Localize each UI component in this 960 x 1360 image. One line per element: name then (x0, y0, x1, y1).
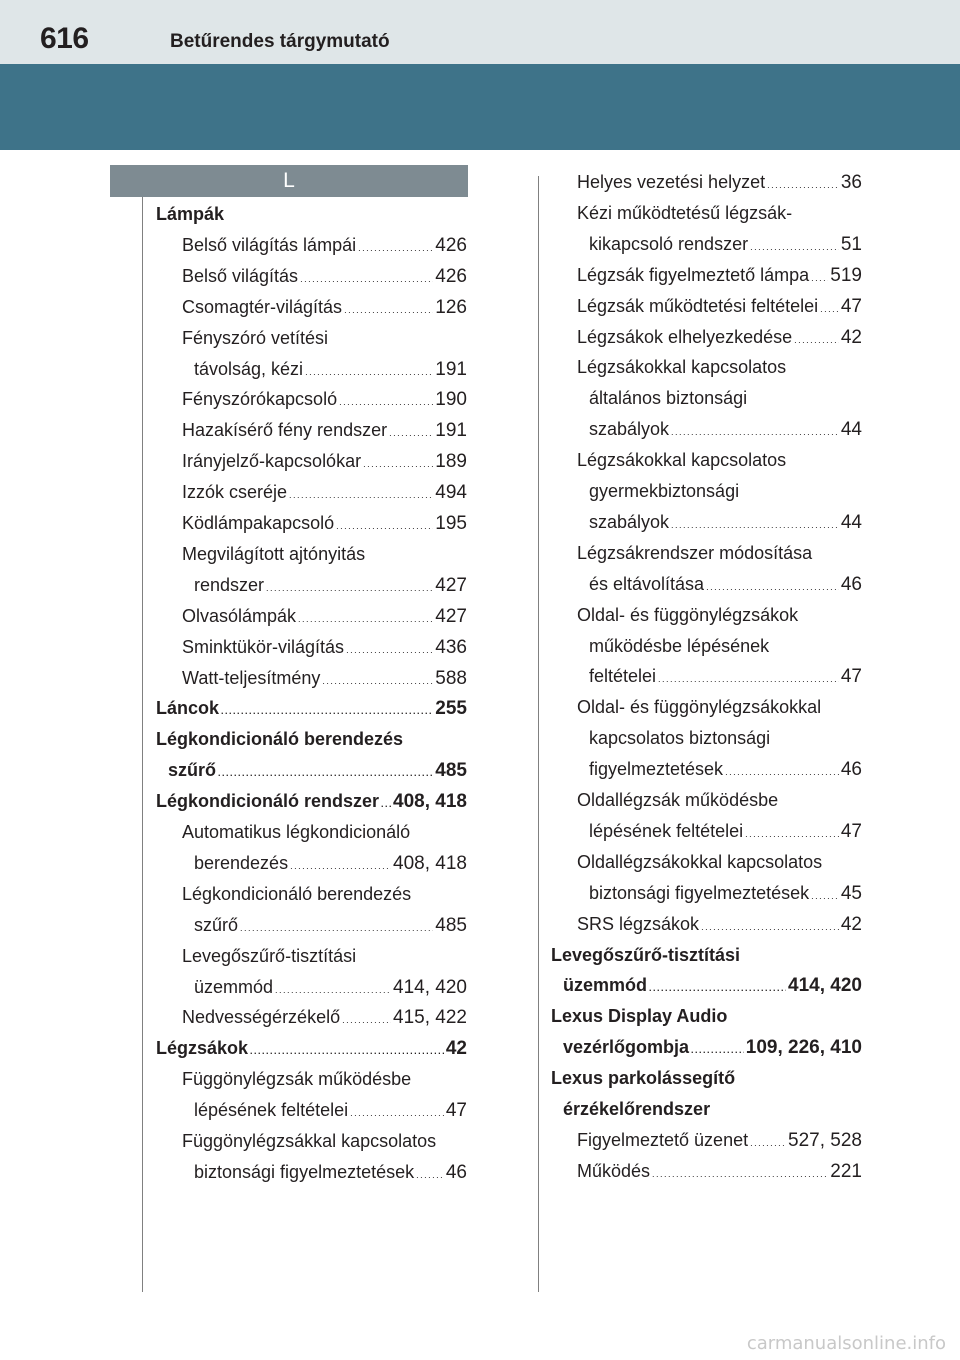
index-entry (182, 880, 467, 908)
index-entry (577, 446, 862, 474)
index-entry (156, 725, 467, 753)
index-entry-text: érzékelőrendszer (563, 1099, 711, 1119)
index-entry-text: Oldallégzsákokkal kapcsolatos (577, 851, 823, 872)
index-entry (194, 1158, 467, 1186)
dot-leader (250, 1047, 444, 1056)
dot-leader (794, 336, 839, 345)
dot-leader (266, 584, 433, 593)
index-entry-page: 45 (840, 882, 862, 904)
index-entry-page: 426 (435, 234, 467, 256)
index-entry-page: 408, 418 (393, 791, 467, 813)
index-entry-text: biztonsági figyelmeztetések (194, 1161, 415, 1182)
index-entry (182, 447, 467, 475)
index-entry-page: 191 (435, 420, 467, 442)
dot-leader (701, 923, 839, 932)
index-entry (577, 1157, 862, 1185)
dot-leader (358, 244, 433, 253)
index-entry-text: kikapcsoló rendszer (589, 233, 749, 254)
dot-leader (750, 1139, 786, 1148)
index-entry (577, 323, 862, 351)
dot-leader (221, 707, 433, 716)
index-entry-text: Láncok (156, 698, 220, 719)
index-entry-text: Fényszóró vetítési (182, 327, 329, 348)
index-entry (551, 1064, 862, 1092)
dot-leader (322, 677, 433, 686)
index-entry-text: Sminktükör-világítás (182, 636, 345, 657)
index-entry-text: Hazakísérő fény rendszer (182, 420, 388, 441)
index-entry-text: általános biztonsági (589, 388, 748, 409)
index-entry (182, 942, 467, 970)
index-entry-text: Légkondicionáló berendezés (182, 883, 412, 904)
index-entry (194, 571, 467, 599)
index-entry (182, 385, 467, 413)
index-entry-text: Automatikus légkondicionáló (182, 822, 411, 842)
index-entry-text: szabályok (589, 419, 670, 440)
right-column-rule (538, 176, 539, 1292)
index-entry-page: 47 (840, 295, 862, 317)
index-entry-page: 47 (840, 820, 862, 842)
index-entry-text: Légzsákok elhelyezkedése (577, 326, 793, 347)
index-entry-text: Fényszórókapcsoló (182, 389, 338, 410)
index-entry (182, 416, 467, 444)
index-entry-text: Függönylégzsák működésbe (182, 1069, 412, 1090)
index-entry-page: 519 (830, 264, 862, 286)
index-entry-text: Légzsákokkal kapcsolatos (577, 357, 787, 378)
index-entry-text: Kézi működtetésű légzsák- (577, 202, 793, 223)
index-entry (182, 293, 467, 321)
index-entry-page: 46 (840, 759, 862, 781)
index-entry (194, 911, 467, 939)
header-bar (0, 0, 960, 64)
index-entry-page: 436 (435, 636, 467, 658)
index-entry (194, 849, 467, 877)
index-entry-page: 415, 422 (393, 1007, 467, 1029)
index-entry-text: Irányjelző-kapcsolókar (182, 451, 362, 472)
index-entry (182, 324, 467, 352)
dot-leader (811, 892, 839, 901)
dot-leader (389, 429, 433, 438)
index-entry (589, 662, 862, 690)
dot-leader (350, 1109, 444, 1118)
index-entry-page: 109, 226, 410 (745, 1037, 862, 1059)
index-entry-page: 42 (445, 1038, 467, 1060)
watermark: carmanualsonline.info (746, 1333, 946, 1354)
index-entry-text: szabályok (589, 511, 670, 532)
index-entry-text: szűrő (168, 760, 217, 781)
index-entry-text: Lámpák (156, 204, 225, 224)
index-entry (563, 1033, 862, 1061)
index-entry (182, 602, 467, 630)
dot-leader (381, 800, 391, 809)
index-entry-text: Nedvességérzékelő (182, 1007, 341, 1028)
index-entry (194, 355, 467, 383)
index-entry-page: 588 (435, 667, 467, 689)
dot-leader (344, 306, 433, 315)
index-entry (589, 415, 862, 443)
index-entry-page: 44 (840, 419, 862, 441)
index-entry-page: 47 (840, 666, 862, 688)
index-entry-text: Watt-teljesítmény (182, 667, 321, 688)
index-entry-text: Levegőszűrő-tisztítási (551, 944, 741, 965)
index-entry-page: 527, 528 (788, 1129, 862, 1151)
index-entry (577, 168, 862, 196)
index-entry (577, 1126, 862, 1154)
index-entry (577, 601, 862, 629)
left-column-rule (142, 176, 143, 1292)
index-entry (182, 633, 467, 661)
index-entry (563, 971, 862, 999)
index-entry-page: 427 (435, 605, 467, 627)
index-entry-text: Légzsák figyelmeztető lámpa (577, 264, 810, 285)
index-entry-page: 414, 420 (788, 975, 862, 997)
index-entry-text: SRS légzsákok (577, 913, 700, 934)
index-entry (589, 570, 862, 598)
index-entry (182, 231, 467, 259)
dot-leader (649, 984, 786, 993)
dot-leader (652, 1170, 828, 1179)
index-entry-text: Figyelmeztető üzenet (577, 1129, 749, 1150)
dot-leader (342, 1016, 391, 1025)
index-entry-page: 42 (840, 913, 862, 935)
dot-leader (706, 583, 839, 592)
page-number: 616 (40, 22, 89, 55)
dot-leader (363, 460, 433, 469)
index-entry-text: Függönylégzsákkal kapcsolatos (182, 1131, 437, 1151)
index-entry (589, 879, 862, 907)
index-entry (577, 848, 862, 876)
index-entry (182, 818, 467, 846)
index-entry-text: Légkondicionáló berendezés (156, 729, 404, 750)
index-entry-text: Oldal- és függönylégzsákok (577, 604, 799, 625)
dot-leader (298, 615, 433, 624)
index-entry-text: Légkondicionáló rendszer (156, 791, 380, 812)
index-entry (182, 664, 467, 692)
index-entry-text: Légzsákok (156, 1038, 249, 1059)
index-entry-text: vezérlőgombja (563, 1037, 690, 1058)
index-entry-page: 485 (435, 914, 467, 936)
index-entry (589, 384, 862, 412)
index-entry-page: 46 (840, 573, 862, 595)
index-entry-text: Belső világítás lámpái (182, 234, 357, 255)
dot-leader (346, 646, 433, 655)
index-entry-page: 189 (435, 451, 467, 473)
index-entry-text: Oldal- és függönylégzsákokkal (577, 697, 822, 718)
index-entry-page: 47 (445, 1100, 467, 1122)
dot-leader (240, 924, 433, 933)
header-band (0, 64, 960, 150)
index-entry-page: 494 (435, 482, 467, 504)
index-entry-text: Működés (577, 1160, 651, 1181)
dot-leader (725, 768, 839, 777)
dot-leader (750, 243, 839, 252)
index-entry-text: lépésének feltételei (589, 820, 744, 841)
index-entry (577, 261, 862, 289)
index-entry (182, 1127, 467, 1155)
index-entry (577, 910, 862, 938)
index-entry-text: működésbe lépésének (589, 635, 770, 656)
index-entry (182, 509, 467, 537)
index-entry (589, 230, 862, 258)
dot-leader (671, 428, 839, 437)
index-entry-page: 36 (840, 172, 862, 193)
index-entry-text: Levegőszűrő-tisztítási (182, 945, 357, 966)
section-letter: L (283, 169, 295, 192)
section-letter-heading (110, 165, 468, 197)
index-entry-text: Olvasólámpák (182, 605, 297, 626)
dot-leader (820, 305, 839, 314)
index-entry-page: 126 (435, 296, 467, 318)
index-entry (577, 539, 862, 567)
index-entry (156, 787, 467, 815)
dot-leader (336, 522, 433, 531)
index-entry-text: berendezés (194, 852, 289, 873)
index-entry (194, 1096, 467, 1124)
index-entry-text: gyermekbiztonsági (589, 481, 740, 501)
index-entry (577, 199, 862, 227)
index-entry (182, 1065, 467, 1093)
index-entry-text: Helyes vezetési helyzet (577, 172, 766, 192)
dot-leader (745, 830, 839, 839)
index-entry-text: üzemmód (194, 976, 274, 997)
dot-leader (275, 986, 391, 995)
index-entry-text: rendszer (194, 574, 265, 595)
dot-leader (811, 274, 828, 283)
index-entry (182, 1003, 467, 1031)
index-entry (589, 817, 862, 845)
index-entry-page: 190 (435, 389, 467, 411)
index-entry-text: üzemmód (563, 975, 648, 996)
index-entry-text: Oldallégzsák működésbe (577, 790, 779, 810)
index-entry-text: Izzók cseréje (182, 482, 288, 503)
index-entry-text: kapcsolatos biztonsági (589, 728, 771, 749)
index-entry (182, 540, 467, 568)
index-entry-text: Lexus parkolássegítő (551, 1068, 736, 1089)
dot-leader (300, 275, 433, 284)
index-entry-text: Csomagtér-világítás (182, 296, 343, 317)
index-entry-text: Légzsákrendszer módosítása (577, 542, 813, 563)
index-entry-page: 427 (435, 574, 467, 596)
index-entry-page: 46 (445, 1161, 467, 1183)
index-entry (551, 1002, 862, 1030)
dot-leader (658, 675, 839, 684)
index-entry-text: Megvilágított ajtónyitás (182, 543, 366, 564)
index-entry (589, 632, 862, 660)
index-entry (182, 478, 467, 506)
index-entry (156, 694, 467, 722)
index-entry-page: 414, 420 (393, 976, 467, 998)
index-entry (577, 693, 862, 721)
index-entry-text: lépésének feltételei (194, 1100, 349, 1121)
index-entry (577, 292, 862, 320)
dot-leader (691, 1046, 744, 1055)
dot-leader (305, 368, 433, 377)
index-entry (589, 724, 862, 752)
index-entry-text: Belső világítás (182, 265, 299, 286)
dot-leader (218, 769, 433, 778)
index-entry-text: Lexus Display Audio (551, 1006, 728, 1027)
index-entry-text: biztonsági figyelmeztetések (589, 882, 810, 903)
index-entry (589, 477, 862, 505)
index-entry-page: 191 (435, 358, 467, 380)
index-entry (182, 262, 467, 290)
index-entry (551, 941, 862, 969)
dot-leader (671, 521, 839, 530)
index-entry-text: figyelmeztetések (589, 759, 724, 780)
index-entry (563, 1095, 862, 1123)
index-entry (156, 200, 467, 228)
dot-leader (767, 181, 839, 190)
index-entry-text: feltételei (589, 666, 657, 687)
dot-leader (290, 862, 391, 871)
index-entry-page: 44 (840, 511, 862, 533)
index-entry (577, 353, 862, 381)
dot-leader (289, 491, 433, 500)
dot-leader (416, 1171, 444, 1180)
index-entry-page: 195 (435, 513, 467, 534)
index-entry (194, 973, 467, 1001)
index-entry-text: szűrő (194, 914, 239, 935)
index-entry-text: Légzsák működtetési feltételei (577, 295, 819, 316)
index-entry (589, 508, 862, 536)
index-entry (577, 786, 862, 814)
dot-leader (339, 398, 433, 407)
index-entry-text: és eltávolítása (589, 573, 705, 594)
index-entry-page: 426 (435, 265, 467, 287)
page-title: Betűrendes tárgymutató (170, 31, 390, 52)
index-entry-text: Ködlámpakapcsoló (182, 513, 335, 533)
index-entry (168, 756, 467, 784)
index-entry-page: 485 (435, 760, 467, 782)
index-entry-page: 221 (830, 1160, 862, 1182)
index-entry (156, 1034, 467, 1062)
index-entry-text: távolság, kézi (194, 358, 304, 379)
index-entry-page: 255 (435, 698, 467, 720)
index-entry-text: Légzsákokkal kapcsolatos (577, 450, 787, 471)
index-entry (589, 755, 862, 783)
index-entry-page: 51 (840, 233, 862, 255)
index-entry-page: 408, 418 (393, 852, 467, 874)
index-entry-page: 42 (840, 326, 862, 348)
